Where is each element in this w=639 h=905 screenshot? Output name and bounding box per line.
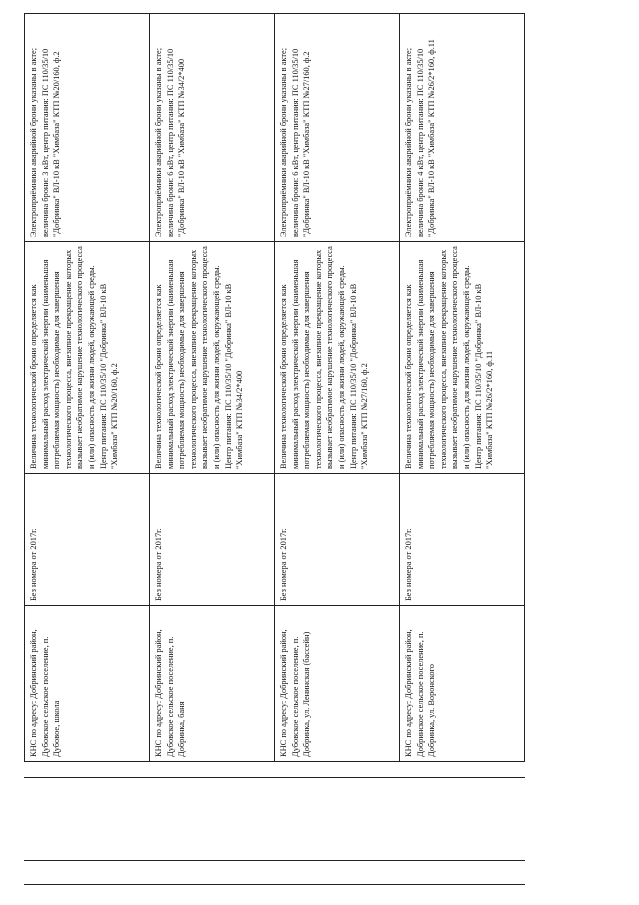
table-row	[150, 14, 275, 762]
object-cell: КНС по адресу: Добринский район, Добринское сельское поселение, п. Добринка, ул. Воронского	[400, 606, 525, 762]
table-row	[400, 14, 525, 762]
technological-reserve-cell: Величина технологической брони определяется как минимальный расход электрической энергии (наименьшая потребляемая мощность) необходимые для завершения технологического процесса, внезапное прекращение которых вызывает необратимое нарушение технологического процесса и (или) опасность для жизни людей, окружающей среды. Центр питания: ПС 110/35/10 "Добринка" ВЛ-10 кВ "Химбаза" КТП №20/160, ф.2	[25, 242, 150, 474]
horizontal-rule	[24, 884, 525, 885]
object-cell: КНС по адресу: Добринский район, Дубовское сельское поселение, п. Дубовое, школа	[25, 606, 150, 762]
horizontal-rule	[24, 860, 525, 861]
technological-reserve-cell: Величина технологической брони определяется как минимальный расход электрической энергии (наименьшая потребляемая мощность) необходимые для завершения технологического процесса, внезапное прекращение которых вызывает необратимое нарушение технологического процесса и (или) опасность для жизни людей, окружающей среды. Центр питания: ПС 110/35/10 "Добринка" ВЛ-10 кВ "Химбаза" КТП №27/160, ф.2	[275, 242, 400, 474]
emergency-reserve-cell: Электроприёмники аварийной брони указаны в акте; величина брони: 6 кВт, центр питания: ПС 110/35/10 "Добринка" ВЛ-10 кВ "Химбаза" КТП №34/2*400	[150, 14, 275, 242]
act-date-cell: Без номера от 2017г.	[275, 474, 400, 606]
act-date-cell: Без номера от 2017г.	[150, 474, 275, 606]
table-row	[25, 14, 150, 762]
act-date-cell: Без номера от 2017г.	[400, 474, 525, 606]
reservation-table	[24, 13, 525, 762]
emergency-reserve-cell: Электроприёмники аварийной брони указаны в акте; величина брони: 3 кВт, центр питания: ПС 110/35/10 "Добринка" ВЛ-10 кВ "Химбаза" КТП №20/160, ф.2	[25, 14, 150, 242]
act-date-cell: Без номера от 2017г.	[25, 474, 150, 606]
table-row	[275, 14, 400, 762]
emergency-reserve-cell: Электроприёмники аварийной брони указаны в акте; величина брони: 4 кВт, центр питания: ПС 110/35/10 "Добринка" ВЛ-10 кВ "Химбаза" КТП №26/2*160, ф.11	[400, 14, 525, 242]
object-cell: КНС по адресу: Добринский район, Дубовское сельское поселение, п. Добринка, ул. Ленинская (бассейн)	[275, 606, 400, 762]
object-cell: КНС по адресу: Добринский район, Дубовское сельское поселение, п. Добринка, баня	[150, 606, 275, 762]
horizontal-rule	[24, 777, 525, 778]
emergency-reserve-cell: Электроприёмники аварийной брони указаны в акте; величина брони: 6 кВт, центр питания: ПС 110/35/10 "Добринка" ВЛ-10 кВ "Химбаза" КТП №27/160, ф.2	[275, 14, 400, 242]
rotated-table-wrapper	[24, 14, 525, 762]
technological-reserve-cell: Величина технологической брони определяется как минимальный расход электрической энергии (наименьшая потребляемая мощность) необходимые для завершения технологического процесса, внезапное прекращение которых вызывает необратимое нарушение технологического процесса и (или) опасность для жизни людей, окружающей среды. Центр питания: ПС 110/35/10 "Добринка" ВЛ-10 кВ "Химбаза" КТП №26/2*160, ф.11	[400, 242, 525, 474]
technological-reserve-cell: Величина технологической брони определяется как минимальный расход электрической энергии (наименьшая потребляемая мощность) необходимые для завершения технологического процесса, внезапное прекращение которых вызывает необратимое нарушение технологического процесса и (или) опасность для жизни людей, окружающей среды. Центр питания: ПС 110/35/10 "Добринка" ВЛ-10 кВ "Химбаза" КТП №34/2*400	[150, 242, 275, 474]
